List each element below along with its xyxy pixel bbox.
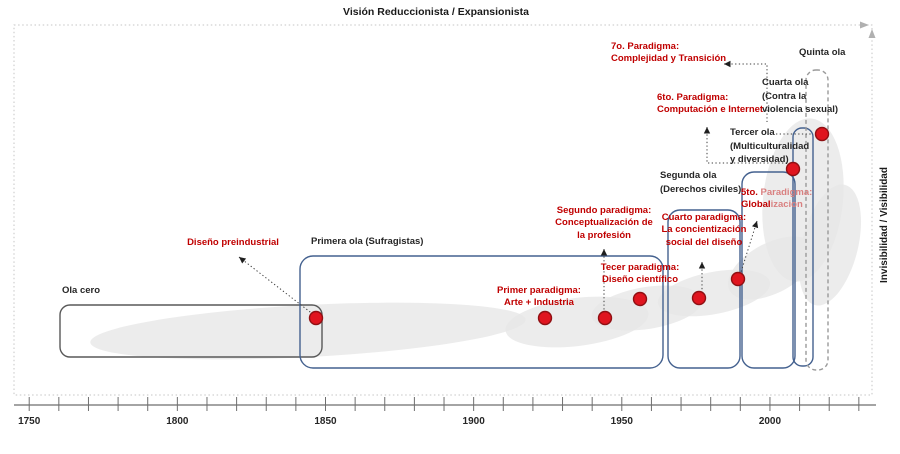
paradigm-label-line: social del diseño [665, 236, 743, 248]
wave-label-line: (Contra la [762, 90, 807, 102]
paradigm-label-segment: Paradigma: [760, 187, 813, 198]
paradigm-label-line: Cuarto paradigma: [661, 212, 747, 223]
leader-arrowhead-icon [752, 221, 758, 228]
milestone-dot-tercer-ola-marker [816, 128, 829, 141]
leader-arrowhead-icon [601, 249, 607, 256]
right-axis-label: Invisibilidad / Visibilidad [879, 167, 890, 283]
wave-label-line: Segunda ola [660, 170, 717, 181]
paradigm-label-line: 6to. Paradigma: [657, 92, 729, 103]
paradigm-label-line: Primer paradigma: [497, 285, 581, 296]
top-axis-title: Visión Reduccionista / Expansionista [343, 6, 529, 18]
paradigm-label-line: Segundo paradigma: [556, 205, 652, 216]
wave-label-line: Ola cero [62, 285, 101, 296]
paradigm-label-line: Diseño científico [601, 274, 678, 286]
timeline-year-label: 1850 [314, 416, 337, 427]
wave-label-line: Primera ola (Sufragistas) [311, 236, 424, 247]
milestone-dot-quinto-paradigma [732, 273, 745, 286]
paradigm-label-segment: izacion [770, 199, 803, 211]
milestone-dot-sexto-paradigma [787, 163, 800, 176]
x-axis-arrow-icon [860, 22, 869, 29]
leader-arrowhead-icon [239, 257, 246, 264]
paradigm-label-line: Conceptualización de [555, 217, 653, 229]
paradigm-label-line: Diseño preindustrial [187, 237, 279, 248]
paradigm-label-line: Tecer paradigma: [600, 262, 680, 273]
milestone-dot-tecer-paradigma [634, 293, 647, 306]
paradigm-label-line: La concientización [661, 224, 747, 236]
y-axis-arrow-icon [869, 29, 876, 38]
timeline-year-label: 2000 [758, 416, 782, 427]
leader-arrowhead-icon [704, 127, 710, 134]
paradigm-label-line: Arte + Industria [504, 297, 574, 309]
milestone-dot-cuarto-paradigma [693, 292, 706, 305]
paradigm-label-line: 7o. Paradigma: [611, 41, 680, 52]
milestone-dot-primer-paradigma [539, 312, 552, 325]
milestone-dot-diseno-preindustrial [310, 312, 323, 325]
paradigm-label-line: Complejidad y Transición [611, 53, 727, 65]
paradigm-label-line: la profesión [577, 229, 631, 241]
wave-label-line: (Derechos civiles) [660, 183, 742, 195]
milestone-dot-segundo-paradigma [599, 312, 612, 325]
timeline-year-label: 1950 [610, 416, 633, 427]
paradigm-label-segment: 5to. [741, 187, 761, 198]
paradigm-label-line: Computación e Internet [657, 104, 764, 116]
wave-label-line: y diversidad) [730, 154, 789, 165]
wave-label-line: Quinta ola [799, 47, 846, 58]
timeline-year-label: 1800 [166, 416, 189, 427]
wave-label-line: Cuarta ola [762, 77, 809, 88]
paradigm-label-segment: Global [741, 199, 771, 211]
timeline-year-label: 1750 [18, 416, 41, 427]
leader-arrowhead-icon [724, 61, 731, 67]
leader-arrowhead-icon [699, 262, 705, 269]
timeline-year-label: 1900 [462, 416, 485, 427]
wave-label-line: (Multiculturalidad [730, 140, 810, 152]
wave-label-line: Tercer ola [730, 127, 775, 138]
wave-label-line: violencia sexual) [762, 104, 839, 115]
leader-line-septimo-paradigma [724, 64, 767, 122]
